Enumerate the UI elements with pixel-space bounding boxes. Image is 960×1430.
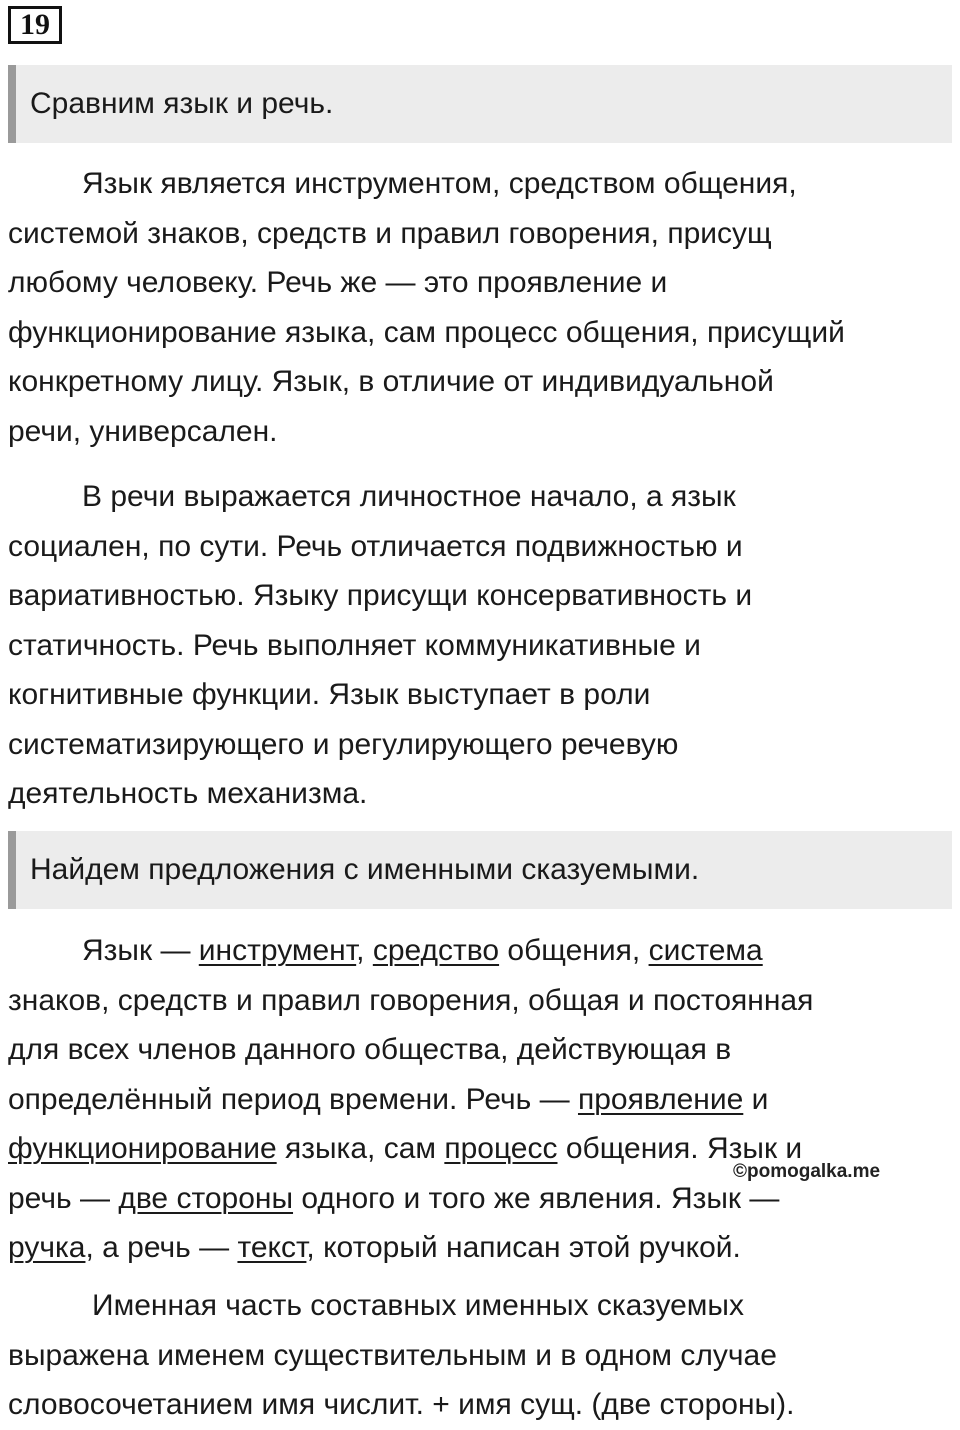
text-line: для всех членов данного общества, действующая в [8,1033,732,1066]
text-line: словосочетанием имя числит. + имя сущ. (две стороны). [8,1388,795,1421]
predicate-underline: функционирование [8,1132,277,1165]
text-fragment: языка, сам [276,1132,445,1165]
predicate-underline: система [648,934,763,967]
text-line: Именная часть составных именных сказуемых [92,1289,744,1322]
section-heading-predicates: Найдем предложения с именными сказуемыми. [8,831,952,909]
text-line: системой знаков, средств и правил говорения, присущ [8,216,772,250]
text-fragment: , а речь — [85,1231,238,1264]
text-line: социален, по сути. Речь отличается подвижностью и [8,529,743,563]
section-heading-compare: Сравним язык и речь. [8,65,952,143]
text-line: Язык является инструментом, средством общения, [82,167,797,200]
text-fragment: и [743,1082,769,1116]
text-line [8,926,958,976]
predicate-underline: средство [372,934,500,967]
text-line: функционирование языка, сам процесс общения, присущий [8,315,845,349]
text-fragment: речь — [8,1181,119,1215]
text-line: деятельность механизма. [8,777,368,810]
text-line: речи, универсален. [8,414,278,448]
text-fragment: определённый период времени. Речь — [8,1082,578,1116]
predicate-underline: ручка [8,1231,86,1264]
text-fragment: одного и того же явления. Язык — [293,1181,780,1215]
text-fragment: общения, [499,934,649,967]
text-line: В речи выражается личностное начало, а язык [82,480,736,513]
text-line: систематизирующего и регулирующего речевую [8,727,679,761]
text-fragment: , [356,934,373,967]
text-line: выражена именем существительным и в одном случае [8,1338,777,1372]
text-line [8,1223,958,1273]
text-line: знаков, средств и правил говорения, общая и постоянная [8,983,814,1017]
text-line: любому человеку. Речь же — это проявление и [8,266,668,299]
paragraph-language-definition [8,159,958,456]
predicate-underline: проявление [577,1082,744,1116]
watermark: ©pomogalka.me [733,1161,881,1182]
predicate-underline: процесс [444,1132,558,1165]
predicate-underline: текст [237,1231,307,1264]
text-line: вариативностью. Языку присущи консервативность и [8,579,753,612]
paragraph-speech-features [8,472,958,819]
text-fragment: , который написан этой ручкой. [306,1231,741,1264]
text-line: статичность. Речь выполняет коммуникативные и [8,628,701,662]
task-number: 19 [8,6,62,44]
text-line [8,1075,958,1125]
text-fragment: Язык — [82,934,199,967]
paragraph-example-sentences [8,926,958,1273]
paragraph-conclusion [8,1281,958,1430]
predicate-underline: инструмент [198,934,357,967]
text-line: когнитивные функции. Язык выступает в роли [8,678,651,711]
predicate-underline: две стороны [118,1181,294,1215]
text-fragment: общения. Язык и [557,1132,803,1165]
text-line: конкретному лицу. Язык, в отличие от индивидуальной [8,365,774,398]
